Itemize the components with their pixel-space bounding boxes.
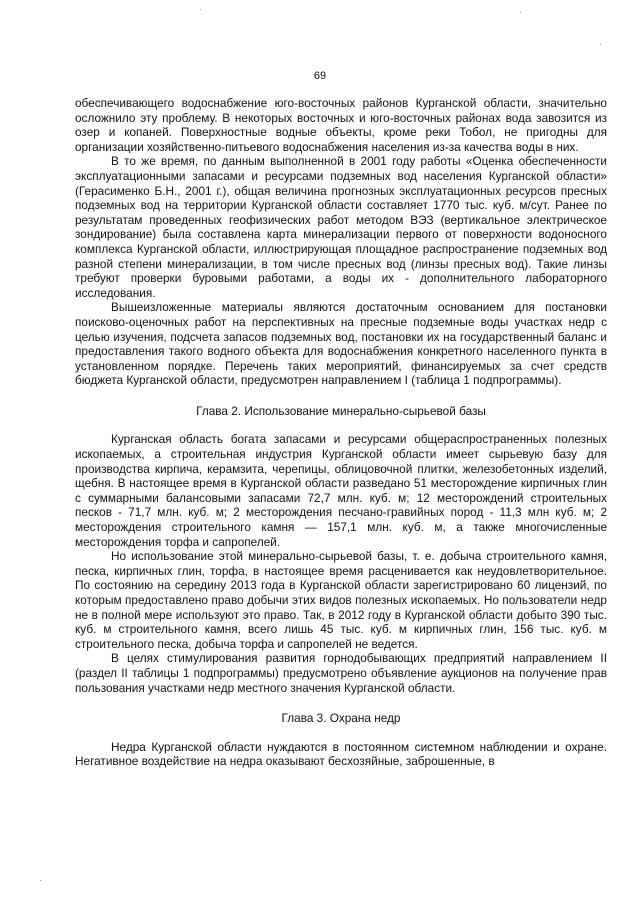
scan-speck <box>520 12 521 13</box>
chapter-3-heading: Глава 3. Охрана недр <box>281 711 401 726</box>
scan-speck <box>600 44 601 45</box>
paragraph: В то же время, по данным выполненной в 2001 году работы «Оценка обеспеченности эксплуатационными запасами и ресурсами подземных вод населения Курганской области» (Герасименко Б.Н., 2001 г.), общая величина прогнозных эксплуатационных ресурсов пресных подземных вод на территории Курганской области составляет 1770 тыс. куб. м/сут. Ранее по результатам проведенных геофизических работ методом ВЭЗ (вертикальное электрическое зондирование) была составлена карта минерализации первого от поверхности водоносного комплекса Курганской области, иллюстрирующая площадное распространение подземных вод разной степени минерализации, в том числе пресных вод (линзы пресных вод). Такие линзы требуют проверки буровыми работами, а воды их - дополнительного лабораторного исследования. <box>75 154 607 300</box>
chapter-2-heading: Глава 2. Использование минерально-сырьевой базы <box>196 403 486 418</box>
paragraph: В целях стимулирования развития горнодобывающих предприятий направлением II (раздел II таблицы 1 подпрограммы) предусмотрено объявление аукционов на получение прав пользования участками недр местного значения Курганской области. <box>75 651 607 695</box>
scan-speck <box>40 880 41 881</box>
page-number: 69 <box>313 70 327 82</box>
scan-speck <box>200 9 201 10</box>
paragraph: Но использование этой минерально-сырьевой базы, т. е. добыча строительного камня, песка, кирпичных глин, торфа, в настоящее время расценивается как неудовлетворительное. По состоянию на середину 2013 года в Курганской области зарегистрировано 60 лицензий, по которым предоставлено право добычи этих видов полезных ископаемых. Но пользователи недр не в полной мере используют это право. Так, в 2012 году в Курганской области добыто 390 тыс. куб. м строительного камня, всего лишь 45 тыс. куб. м кирпичных глин, 156 тыс. куб. м строительного песка, добыча торфа и сапропелей не ведется. <box>75 549 607 651</box>
paragraph: Недра Курганской области нуждаются в постоянном системном наблюдении и охране. Негативное воздействие на недра оказывают бесхозяйные, заброшенные, в <box>75 739 607 769</box>
paragraph: Вышеизложенные материалы являются достаточным основанием для постановки поисково-оценочных работ на перспективных на пресные подземные воды участках недр с целью изучения, подсчета запасов подземных вод, постановки их на государственный баланс и предоставления такого водного объекта для водоснабжения конкретного населенного пункта в установленном порядке. Перечень таких мероприятий, финансируемых за счет средств бюджета Курганской области, предусмотрен направлением I (таблица 1 подпрограммы). <box>75 300 607 388</box>
paragraph: Курганская область богата запасами и ресурсами общераспространенных полезных ископаемых, а строительная индустрия Курганской области имеет сырьевую базу для производства кирпича, керамзита, черепицы, облицовочной плитки, железобетонных изделий, щебня. В настоящее время в Курганской области разведано 51 месторождение кирпичных глин с суммарными балансовыми запасами 72,7 млн. куб. м; 12 месторождений строительных песков - 71,7 млн. куб. м; 2 месторождения песчано-гравийных пород - 11,3 млн куб. м; 2 месторождения строительного камня — 157,1 млн. куб. м, а также многочисленные месторождения торфа и сапропелей. <box>75 432 607 549</box>
paragraph: обеспечивающего водоснабжение юго-восточных районов Курганской области, значительно осложнило эту проблему. В некоторых восточных и юго-восточных районах вода завозится из озер и копаней. Поверхностные водные объекты, кроме реки Тобол, не пригодны для организации хозяйственно-питьевого водоснабжения населения из-за качества воды в них. <box>75 96 607 154</box>
document-body <box>75 96 607 769</box>
